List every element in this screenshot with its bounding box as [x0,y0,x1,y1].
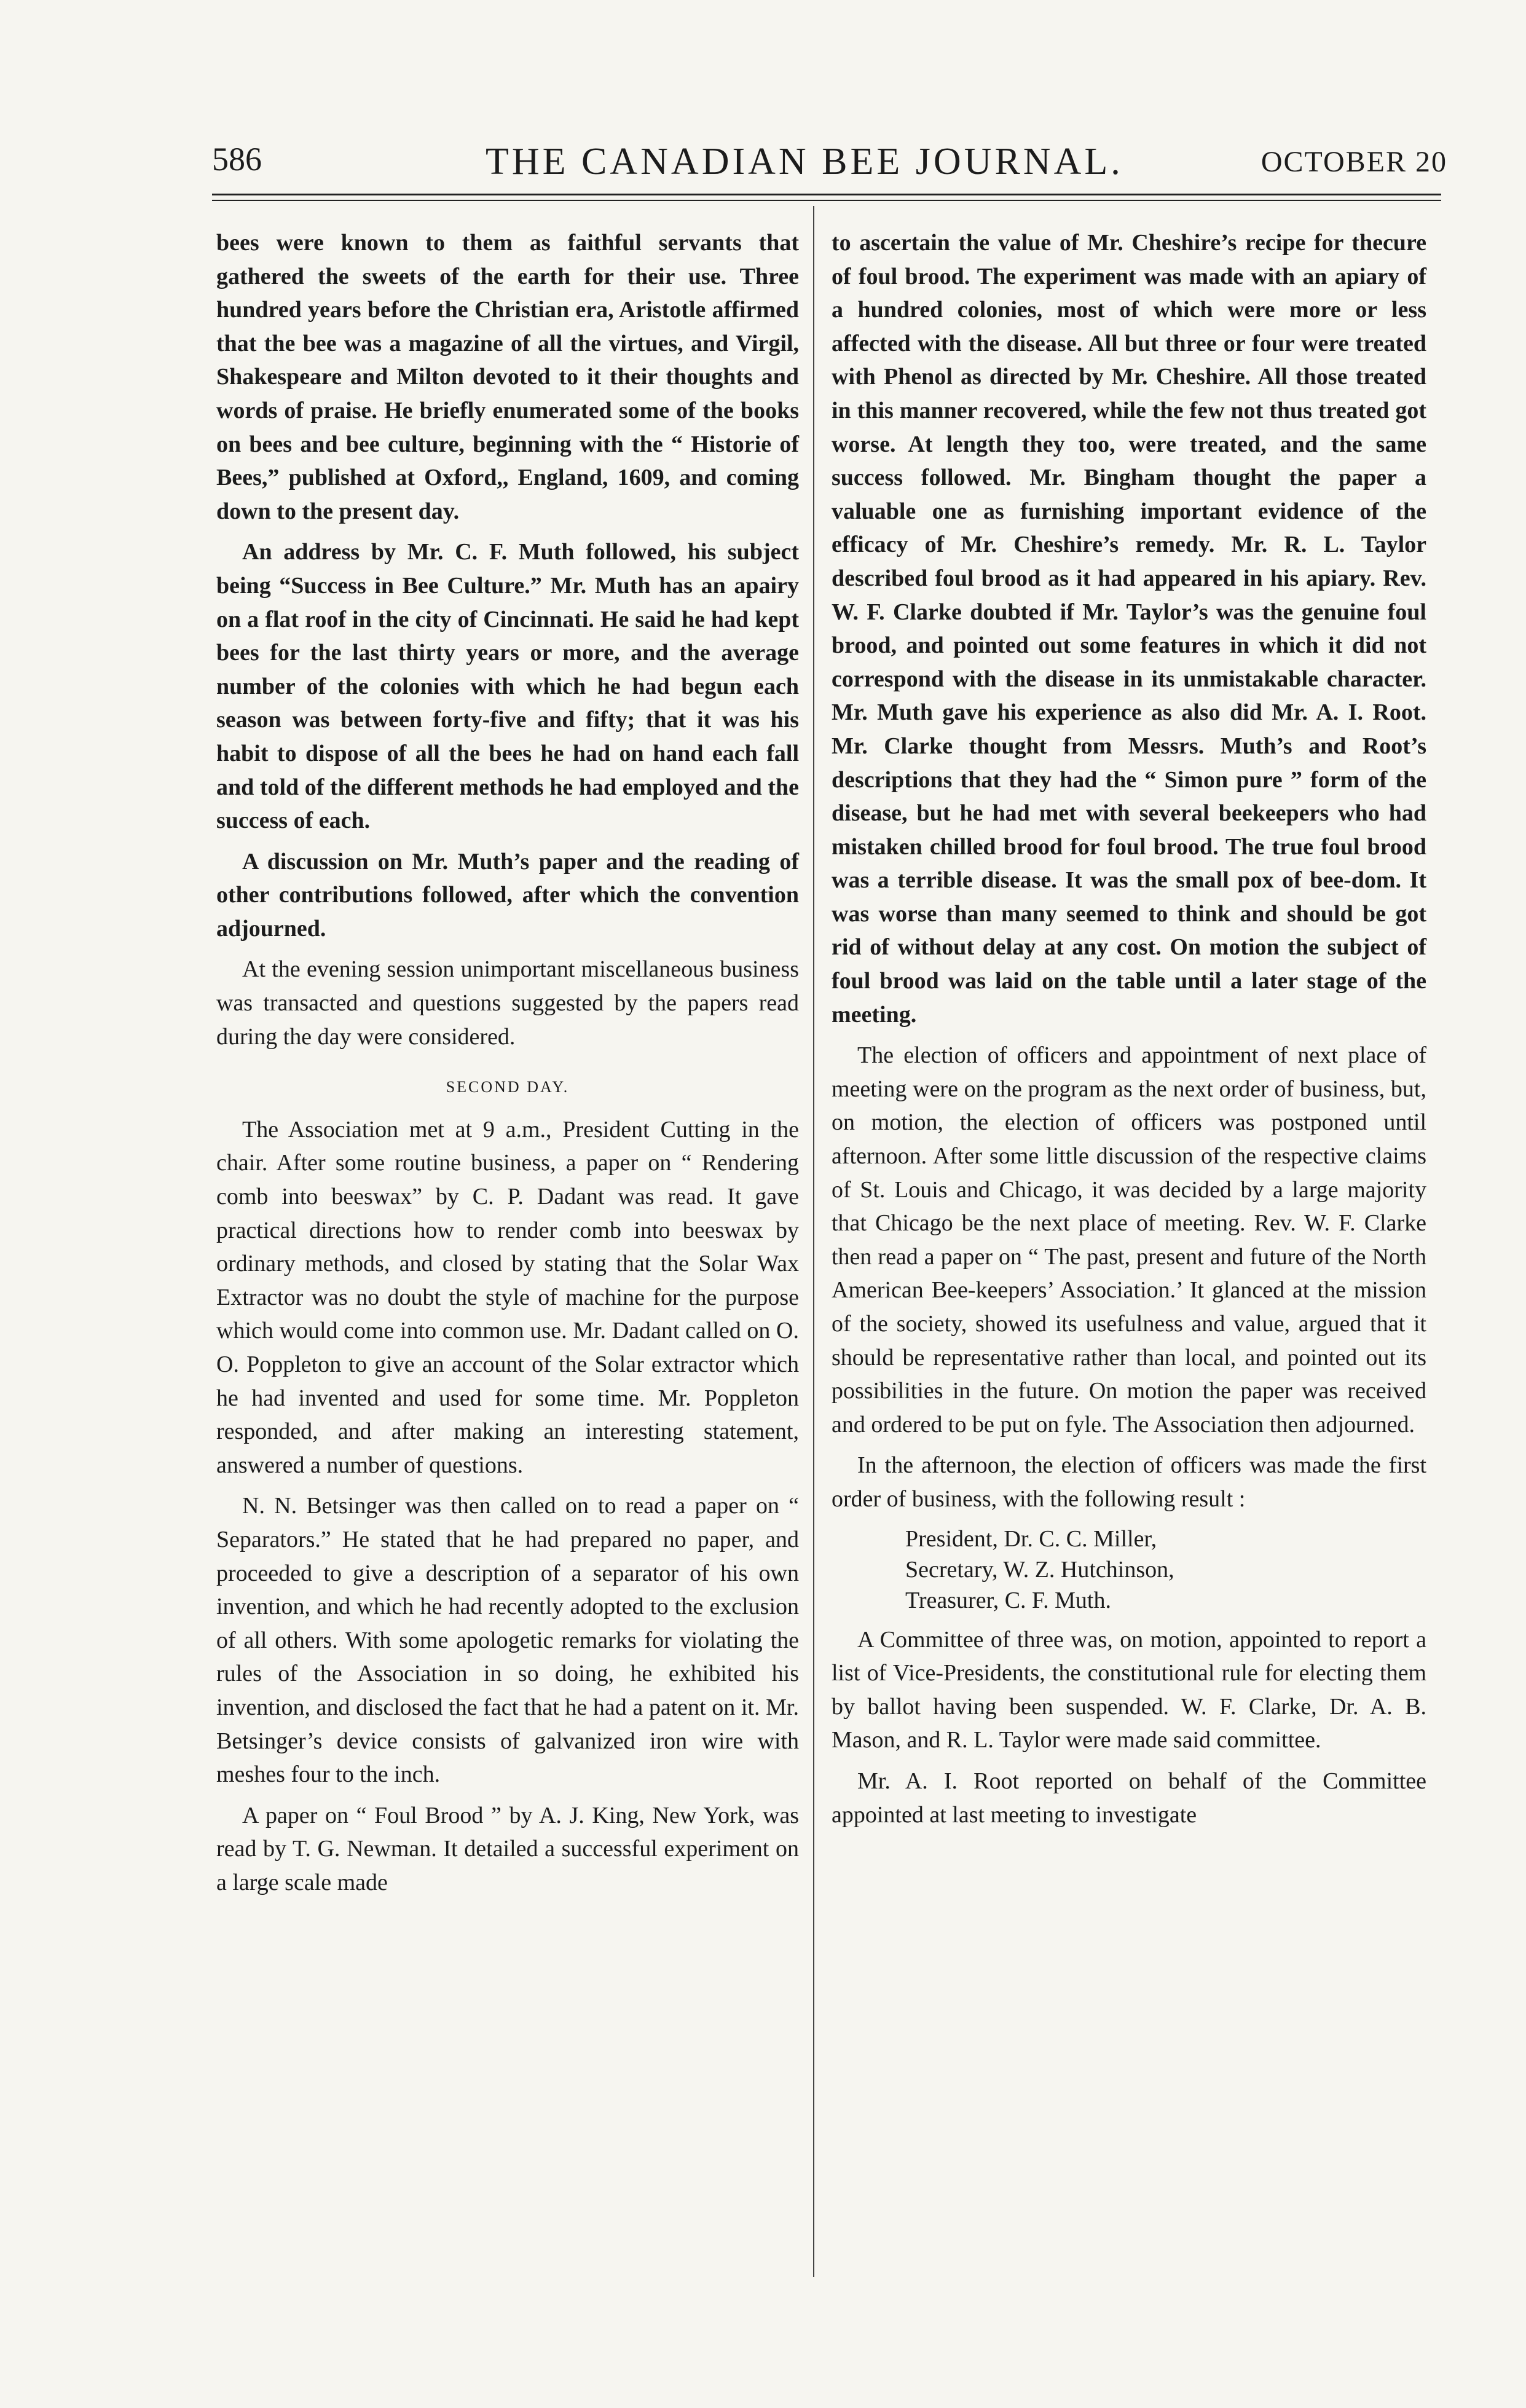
section-heading: SECOND DAY. [446,1078,570,1096]
right-column [832,226,1426,1839]
left-column [216,226,799,1907]
paragraph: In the afternoon, the election of officers was made the first order of business, with the following result : [832,1452,1426,1512]
paragraph: At the evening session unimportant miscellaneous business was transacted and questions suggested by the papers read during the day were considered. [216,956,799,1050]
header-rule-thin [212,200,1441,201]
journal-title: THE CANADIAN BEE JOURNAL. [486,141,1123,183]
paragraph: The election of officers and appointment of next place of meeting were on the program as the next order of business, but, on motion, the election of officers was postponed until afternoon. After some little discussion of the respective claims of St. Louis and Chicago, it was decided by a large majority that Chicago be the next place of meeting. Rev. W. F. Clarke then read a paper on “ The past, present and future of the North American Bee-keepers’ Association.’ It glanced at the mission of the society, showed its usefulness and value, argued that it should be representative rather than local, and pointed out its possibilities in the future. On motion the paper was received and ordered to be put on fyle. The Association then adjourned. [832,1042,1426,1438]
bold-section [216,226,799,945]
paragraph: An address by Mr. C. F. Muth followed, his subject being “Success in Bee Culture.” Mr. Muth has an apairy on a flat roof in the city of Cincinnati. He said he had kept bees for the last thirty years or more, and the average number of the colonies with which he had begun each season was between forty-five and fifty; that it was his habit to dispose of all the bees he had on hand each fall and told of the different methods he had employed and the success of each. [216,539,799,834]
header-rule-thick [212,194,1441,195]
column-divider [813,206,814,2277]
paragraph: Mr. A. I. Root reported on behalf of the Committee appointed at last meeting to investigate [832,1768,1426,1828]
paragraph: The Association met at 9 a.m., President Cutting in the chair. After some routine business, a paper on “ Rendering comb into beeswax” by C. P. Dadant was read. It gave practical directions how to render comb into beeswax by ordinary methods, and closed by stating that the Solar Wax Extractor was no doubt the style of machine for the purpose which would come into common use. Mr. Dadant called on O. O. Poppleton to give an account of the Solar extractor which he had invented and used for some time. Mr. Poppleton responded, and after making an interesting statement, answered a number of questions. [216,1116,799,1478]
officer-line: President, Dr. C. C. Miller, [905,1525,1157,1552]
issue-date: OCTOBER 20 [1261,146,1447,178]
bold-section [832,226,1426,1031]
paragraph: bees were known to them as faithful servants that gathered the sweets of the earth for their use. Three hundred years before the Christian era, Aristotle affirmed that the bee was a magazine of all the virtues, and Virgil, Shakespeare and Milton devoted to it their thoughts and words of praise. He briefly enumerated some of the books on bees and bee culture, beginning with the “ Historie of Bees,” published at Oxford,, England, 1609, and coming down to the present day. [216,230,799,524]
paragraph: A discussion on Mr. Muth’s paper and the reading of other contributions followed, after which the convention adjourned. [216,848,799,942]
officer-line: Treasurer, C. F. Muth. [905,1587,1111,1613]
officers-list [905,1524,1426,1616]
paragraph: A Committee of three was, on motion, appointed to report a list of Vice-Presidents, the constitutional rule for electing them by ballot having been suspended. W. F. Clarke, Dr. A. B. Mason, and R. L. Taylor were made said committee. [832,1626,1426,1753]
paragraph: A paper on “ Foul Brood ” by A. J. King, New York, was read by T. G. Newman. It detailed a successful experiment on a large scale made [216,1802,799,1895]
officer-line: Secretary, W. Z. Hutchinson, [905,1556,1174,1583]
paragraph: to ascertain the value of Mr. Cheshire’s recipe for thecure of foul brood. The experiment was made with an apiary of a hundred colonies, most of which were more or less affected with the disease. All but three or four were treated with Phenol as directed by Mr. Cheshire. All those treated in this manner recovered, while the few not thus treated got worse. At length they too, were treated, and the same success followed. Mr. Bingham thought the paper a valuable one as furnishing important evidence of the efficacy of Mr. Cheshire’s remedy. Mr. R. L. Taylor described foul brood as it had appeared in his apiary. Rev. W. F. Clarke doubted if Mr. Taylor’s was the genuine foul brood, and pointed out some features in which it did not correspond with the disease in its unmistakable character. Mr. Muth gave his experience as also did Mr. A. I. Root. Mr. Clarke thought from Messrs. Muth’s and Root’s descriptions that they had the “ Simon pure ” form of the disease, but he had met with several beekeepers who had mistaken chilled brood for foul brood. The true foul brood was a terrible disease. It was the small pox of bee-dom. It was worse than many seemed to think and should be got rid of without delay at any cost. On motion the subject of foul brood was laid on the table until a later stage of the meeting. [832,230,1426,1028]
paragraph: N. N. Betsinger was then called on to read a paper on “ Separators.” He stated that he had prepared no paper, and proceeded to give a description of a separator of his own invention, and which he had recently adopted to the exclusion of all others. With some apologetic remarks for violating the rules of the Association in so doing, he exhibited his invention, and disclosed the fact that he had a patent on it. Mr. Betsinger’s device consists of galvanized iron wire with meshes four to the inch. [216,1493,799,1788]
page-number: 586 [212,141,262,178]
page-header [212,140,1447,195]
